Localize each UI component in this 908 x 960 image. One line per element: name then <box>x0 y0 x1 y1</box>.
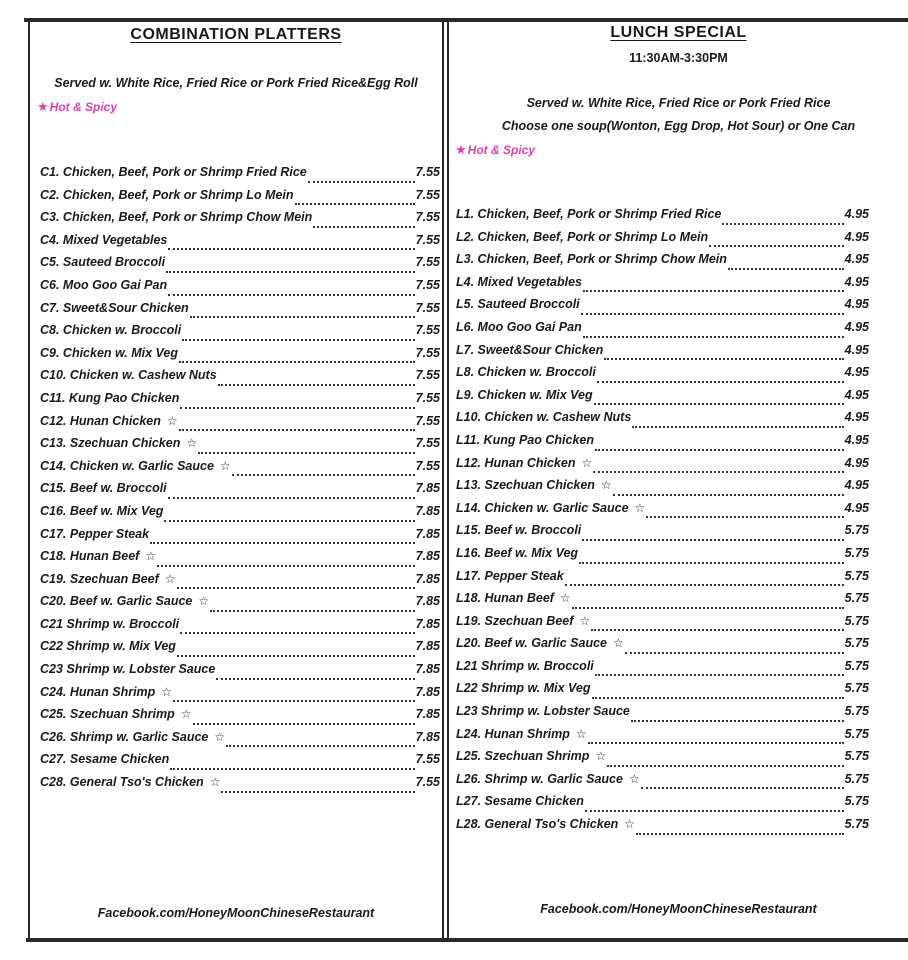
menu-item-price: 4.95 <box>844 207 869 221</box>
facebook-footer: Facebook.com/HoneyMoonChineseRestaurant <box>540 902 817 916</box>
menu-item-name: C6. Moo Goo Gai Pan <box>40 277 168 292</box>
menu-item <box>40 504 440 527</box>
menu-item-price: 7.55 <box>415 210 440 225</box>
spicy-star-icon: ☆ <box>613 636 624 651</box>
menu-item-name: C17. Pepper Steak <box>40 526 150 541</box>
menu-item-name: C14. Chicken w. Garlic Sauce <box>40 458 214 473</box>
spicy-star-icon: ☆ <box>634 500 646 515</box>
spicy-star-icon: ☆ <box>198 594 210 609</box>
spicy-star-icon: ☆ <box>219 458 231 473</box>
dot-leader <box>607 765 844 767</box>
menu-item <box>456 275 869 298</box>
menu-item <box>456 456 869 479</box>
menu-item-name: C24. Hunan Shrimp <box>40 684 156 699</box>
dot-leader <box>177 655 415 657</box>
menu-item-price: 7.55 <box>415 277 440 292</box>
spicy-star-icon: ☆ <box>180 707 192 722</box>
menu-item <box>40 233 440 256</box>
menu-item-price: 7.55 <box>415 413 440 428</box>
hot-spicy-label: Hot & Spicy <box>467 143 535 157</box>
dot-leader <box>722 223 843 225</box>
menu-item-name: C21 Shrimp w. Broccoli <box>40 616 180 631</box>
menu-item-price: 7.55 <box>415 775 440 790</box>
menu-item <box>456 659 869 682</box>
menu-item-price: 4.95 <box>844 455 869 470</box>
menu-item-price: 5.75 <box>844 568 869 583</box>
menu-item-name: L27. Sesame Chicken <box>456 794 584 809</box>
menu-item-name: C7. Sweet&Sour Chicken <box>40 300 189 315</box>
menu-item-price: 7.85 <box>415 684 440 699</box>
menu-item-price: 4.95 <box>844 432 869 447</box>
menu-item-name: C4. Mixed Vegetables <box>40 232 168 247</box>
page-border-bottom <box>26 938 908 942</box>
menu-item <box>40 752 440 775</box>
dot-leader <box>210 610 415 612</box>
menu-item <box>456 252 869 275</box>
menu-item <box>456 727 869 750</box>
menu-item-price: 7.85 <box>415 503 440 518</box>
dot-leader <box>728 268 844 270</box>
facebook-footer: Facebook.com/HoneyMoonChineseRestaurant <box>97 906 375 920</box>
menu-item-name: L14. Chicken w. Garlic Sauce <box>456 500 629 515</box>
menu-item-name: L26. Shrimp w. Garlic Sauce <box>456 771 623 786</box>
spicy-star-icon: ☆ <box>209 775 221 790</box>
menu-item <box>456 478 869 501</box>
menu-item-price: 5.75 <box>844 794 869 809</box>
dot-leader <box>308 181 415 183</box>
menu-item <box>456 343 869 366</box>
dot-leader <box>709 245 844 247</box>
dot-leader <box>232 474 415 476</box>
menu-item-name: C10. Chicken w. Cashew Nuts <box>40 368 217 383</box>
dot-leader <box>226 745 415 747</box>
spicy-star-icon: ☆ <box>161 684 173 699</box>
menu-item-name: L7. Sweet&Sour Chicken <box>456 342 604 357</box>
menu-item-name: L16. Beef w. Mix Veg <box>456 545 579 560</box>
menu-item-name: L18. Hunan Beef <box>456 591 554 606</box>
menu-item <box>40 414 440 437</box>
dot-leader <box>588 742 844 744</box>
menu-item-price: 5.75 <box>844 658 869 673</box>
menu-item-name: L1. Chicken, Beef, Pork or Shrimp Fried Rice <box>456 207 722 221</box>
menu-item <box>40 617 440 640</box>
dot-leader <box>157 565 415 567</box>
dot-leader <box>641 787 844 789</box>
dot-leader <box>180 632 415 634</box>
dot-leader <box>218 384 415 386</box>
menu-item-name: C12. Hunan Chicken <box>40 413 161 428</box>
menu-item-price: 4.95 <box>844 252 869 267</box>
combination-platters-panel <box>28 20 444 938</box>
spicy-star-icon: ☆ <box>624 817 636 832</box>
menu-item-name: C27. Sesame Chicken <box>40 752 170 767</box>
spicy-star-icon: ☆ <box>595 749 607 764</box>
menu-item-price: 7.55 <box>415 458 440 473</box>
hot-spicy-legend <box>37 99 117 115</box>
menu-item <box>456 569 869 592</box>
menu-item-name: C11. Kung Pao Chicken <box>40 390 180 405</box>
menu-item <box>40 346 440 369</box>
menu-item-price: 7.55 <box>415 187 440 202</box>
menu-item-name: L6. Moo Goo Gai Pan <box>456 319 582 334</box>
menu-item <box>40 368 440 391</box>
dot-leader <box>182 339 414 341</box>
spicy-star-icon: ☆ <box>559 591 571 606</box>
menu-item-name: C3. Chicken, Beef, Pork or Shrimp Chow Mein <box>40 210 313 225</box>
spicy-star-icon: ☆ <box>581 455 593 470</box>
menu-item <box>456 523 869 546</box>
menu-item-price: 4.95 <box>844 478 869 493</box>
menu-item-price: 7.85 <box>415 594 440 609</box>
combination-platters-title: COMBINATION PLATTERS <box>130 26 342 43</box>
menu-item-price: 7.85 <box>415 707 440 722</box>
dot-leader <box>170 768 414 770</box>
menu-item <box>40 301 440 324</box>
menu-item-price: 7.55 <box>415 752 440 767</box>
menu-item-price: 7.85 <box>415 526 440 541</box>
dot-leader <box>166 271 415 273</box>
menu-item-name: L19. Szechuan Beef <box>456 613 574 628</box>
menu-item <box>456 297 869 320</box>
spicy-star-icon: ☆ <box>575 726 587 741</box>
menu-item-price: 5.75 <box>844 749 869 764</box>
menu-item-price: 4.95 <box>844 342 869 357</box>
menu-item-price: 7.85 <box>415 616 440 631</box>
menu-item-price: 4.95 <box>844 319 869 334</box>
menu-item-price: 4.95 <box>844 229 869 244</box>
menu-item <box>456 207 869 230</box>
menu-item-price: 7.85 <box>415 571 440 586</box>
menu-item <box>456 388 869 411</box>
hot-spicy-legend <box>455 142 535 158</box>
menu-item-name: L5. Sauteed Broccoli <box>456 297 580 312</box>
dot-leader <box>193 723 415 725</box>
menu-item-price: 7.85 <box>415 662 440 677</box>
dot-leader <box>177 587 415 589</box>
dot-leader <box>221 791 414 793</box>
menu-item <box>40 481 440 504</box>
menu-item <box>40 685 440 708</box>
menu-item <box>40 594 440 617</box>
menu-item-price: 7.85 <box>415 729 440 744</box>
menu-item-name: L8. Chicken w. Broccoli <box>456 365 596 380</box>
dot-leader <box>625 652 844 654</box>
menu-item <box>456 320 869 343</box>
menu-item-price: 7.55 <box>415 436 440 451</box>
dot-leader <box>216 678 414 680</box>
menu-item-price: 5.75 <box>844 771 869 786</box>
dot-leader <box>593 471 843 473</box>
spicy-star-icon: ☆ <box>214 729 226 744</box>
spicy-star-icon: ☆ <box>164 571 176 586</box>
menu-item <box>40 775 440 798</box>
menu-item-price: 7.55 <box>415 390 440 405</box>
menu-item <box>456 636 869 659</box>
menu-item <box>456 681 869 704</box>
menu-item-price: 4.95 <box>844 297 869 312</box>
dot-leader <box>180 407 414 409</box>
menu-item-name: L21 Shrimp w. Broccoli <box>456 658 594 673</box>
menu-item-name: C15. Beef w. Broccoli <box>40 481 167 496</box>
menu-item <box>456 410 869 433</box>
menu-item-name: C5. Sauteed Broccoli <box>40 255 166 270</box>
dot-leader <box>295 203 415 205</box>
menu-item-name: C16. Beef w. Mix Veg <box>40 503 164 518</box>
menu-item <box>40 549 440 572</box>
menu-item-name: L28. General Tso's Chicken <box>456 817 619 832</box>
menu-item-name: L2. Chicken, Beef, Pork or Shrimp Lo Mein <box>456 229 709 244</box>
menu-item <box>456 546 869 569</box>
menu-item <box>456 614 869 637</box>
dot-leader <box>168 248 414 250</box>
menu-item <box>456 749 869 772</box>
menu-item-price: 7.55 <box>415 323 440 338</box>
menu-item-price: 7.55 <box>415 165 440 179</box>
dot-leader <box>597 381 844 383</box>
star-icon: ★ <box>37 99 49 114</box>
dot-leader <box>636 833 844 835</box>
menu-item-price: 5.75 <box>844 704 869 719</box>
dot-leader <box>604 358 843 360</box>
dot-leader <box>631 720 844 722</box>
menu-item-name: L3. Chicken, Beef, Pork or Shrimp Chow Mein <box>456 252 727 267</box>
menu-item <box>456 591 869 614</box>
dot-leader <box>632 426 843 428</box>
dot-leader <box>582 539 843 541</box>
dot-leader <box>168 497 415 499</box>
spicy-star-icon: ☆ <box>186 436 198 451</box>
menu-item-price: 4.95 <box>844 410 869 425</box>
menu-item <box>456 704 869 727</box>
menu-item-name: C23 Shrimp w. Lobster Sauce <box>40 662 216 677</box>
combination-menu-list <box>40 165 440 798</box>
dot-leader <box>583 290 844 292</box>
menu-item <box>40 459 440 482</box>
menu-item <box>456 794 869 817</box>
menu-item-name: L9. Chicken w. Mix Veg <box>456 387 593 402</box>
menu-item-name: C9. Chicken w. Mix Veg <box>40 345 179 360</box>
menu-item <box>40 391 440 414</box>
menu-item <box>40 210 440 233</box>
menu-item-price: 5.75 <box>844 545 869 560</box>
menu-item <box>40 436 440 459</box>
menu-item-name: C28. General Tso's Chicken <box>40 775 204 790</box>
menu-item-price: 5.75 <box>844 817 869 832</box>
hot-spicy-label: Hot & Spicy <box>49 100 117 114</box>
menu-item-name: L13. Szechuan Chicken <box>456 478 595 493</box>
spicy-star-icon: ☆ <box>628 771 640 786</box>
menu-item-price: 7.55 <box>415 345 440 360</box>
menu-item-price: 7.85 <box>415 639 440 654</box>
menu-item-name: C2. Chicken, Beef, Pork or Shrimp Lo Mein <box>40 187 294 202</box>
menu-item-price: 7.55 <box>415 232 440 247</box>
menu-item-name: L17. Pepper Steak <box>456 568 564 583</box>
menu-item <box>456 772 869 795</box>
menu-item-name: C1. Chicken, Beef, Pork or Shrimp Fried Rice <box>40 165 307 179</box>
menu-item <box>40 572 440 595</box>
dot-leader <box>150 542 415 544</box>
menu-item-price: 5.75 <box>844 523 869 538</box>
menu-item-name: L11. Kung Pao Chicken <box>456 432 594 447</box>
menu-item-price: 4.95 <box>844 500 869 515</box>
menu-item <box>40 255 440 278</box>
dot-leader <box>313 226 414 228</box>
menu-item-name: L22 Shrimp w. Mix Veg <box>456 681 591 696</box>
dot-leader <box>594 403 844 405</box>
dot-leader <box>595 449 844 451</box>
menu-item <box>456 230 869 253</box>
menu-item-name: C22 Shrimp w. Mix Veg <box>40 639 176 654</box>
menu-item-name: C18. Hunan Beef <box>40 549 140 564</box>
dot-leader <box>179 361 415 363</box>
menu-item <box>40 165 440 188</box>
menu-item-price: 5.75 <box>844 681 869 696</box>
menu-item-price: 7.85 <box>415 549 440 564</box>
menu-item <box>40 662 440 685</box>
dot-leader <box>190 316 415 318</box>
menu-item-price: 4.95 <box>844 365 869 380</box>
menu-item-name: L25. Szechuan Shrimp <box>456 749 590 764</box>
menu-item <box>40 639 440 662</box>
dot-leader <box>179 429 415 431</box>
dot-leader <box>164 520 414 522</box>
menu-item-name: C20. Beef w. Garlic Sauce <box>40 594 193 609</box>
menu-item-name: L15. Beef w. Broccoli <box>456 523 582 538</box>
menu-item <box>40 323 440 346</box>
menu-item <box>456 817 869 840</box>
menu-item-name: C13. Szechuan Chicken <box>40 436 181 451</box>
dot-leader <box>595 674 844 676</box>
lunch-special-title: LUNCH SPECIAL <box>610 24 747 41</box>
menu-item-price: 4.95 <box>844 274 869 289</box>
menu-item <box>40 278 440 301</box>
menu-item-price: 5.75 <box>844 591 869 606</box>
menu-item-name: C8. Chicken w. Broccoli <box>40 323 182 338</box>
menu-item-name: L4. Mixed Vegetables <box>456 274 582 289</box>
menu-item-price: 7.55 <box>415 255 440 270</box>
menu-item <box>456 365 869 388</box>
menu-item-name: L24. Hunan Shrimp <box>456 726 570 741</box>
dot-leader <box>585 810 844 812</box>
menu-item-price: 5.75 <box>844 726 869 741</box>
menu-item <box>456 501 869 524</box>
menu-item <box>456 433 869 456</box>
dot-leader <box>583 336 844 338</box>
dot-leader <box>592 697 844 699</box>
dot-leader <box>581 313 844 315</box>
menu-item-price: 7.55 <box>415 300 440 315</box>
spicy-star-icon: ☆ <box>166 413 178 428</box>
star-icon: ★ <box>455 142 467 157</box>
combination-served-note: Served w. White Rice, Fried Rice or Pork Fried Rice&Egg Roll <box>54 76 418 90</box>
dot-leader <box>565 584 844 586</box>
menu-item <box>40 730 440 753</box>
menu-item-price: 5.75 <box>844 613 869 628</box>
lunch-special-panel <box>447 20 908 938</box>
menu-item-name: L10. Chicken w. Cashew Nuts <box>456 410 632 425</box>
menu-item <box>40 188 440 211</box>
spicy-star-icon: ☆ <box>145 549 157 564</box>
lunch-served-note: Served w. White Rice, Fried Rice or Pork Fried Rice <box>526 96 831 110</box>
spicy-star-icon: ☆ <box>579 613 591 628</box>
menu-item <box>40 707 440 730</box>
menu-item-name: L23 Shrimp w. Lobster Sauce <box>456 704 630 719</box>
dot-leader <box>591 629 843 631</box>
dot-leader <box>613 494 844 496</box>
menu-item-name: C19. Szechuan Beef <box>40 571 159 586</box>
dot-leader <box>173 700 415 702</box>
dot-leader <box>168 294 415 296</box>
dot-leader <box>572 607 844 609</box>
menu-item-name: L20. Beef w. Garlic Sauce <box>456 636 607 651</box>
menu-item-price: 5.75 <box>844 636 869 651</box>
menu-item-price: 7.85 <box>415 481 440 496</box>
dot-leader <box>198 452 415 454</box>
menu-item-price: 4.95 <box>844 387 869 402</box>
spicy-star-icon: ☆ <box>600 478 612 493</box>
menu-item-name: C26. Shrimp w. Garlic Sauce <box>40 729 209 744</box>
lunch-hours: 11:30AM-3:30PM <box>629 51 728 65</box>
menu-item-name: L12. Hunan Chicken <box>456 455 576 470</box>
menu-item-price: 7.55 <box>415 368 440 383</box>
menu-item <box>40 527 440 550</box>
lunch-soup-note: Choose one soup(Wonton, Egg Drop, Hot Sour) or One Can <box>501 119 856 133</box>
dot-leader <box>646 516 843 518</box>
menu-item-name: C25. Szechuan Shrimp <box>40 707 175 722</box>
dot-leader <box>579 562 844 564</box>
lunch-menu-list <box>456 207 869 840</box>
